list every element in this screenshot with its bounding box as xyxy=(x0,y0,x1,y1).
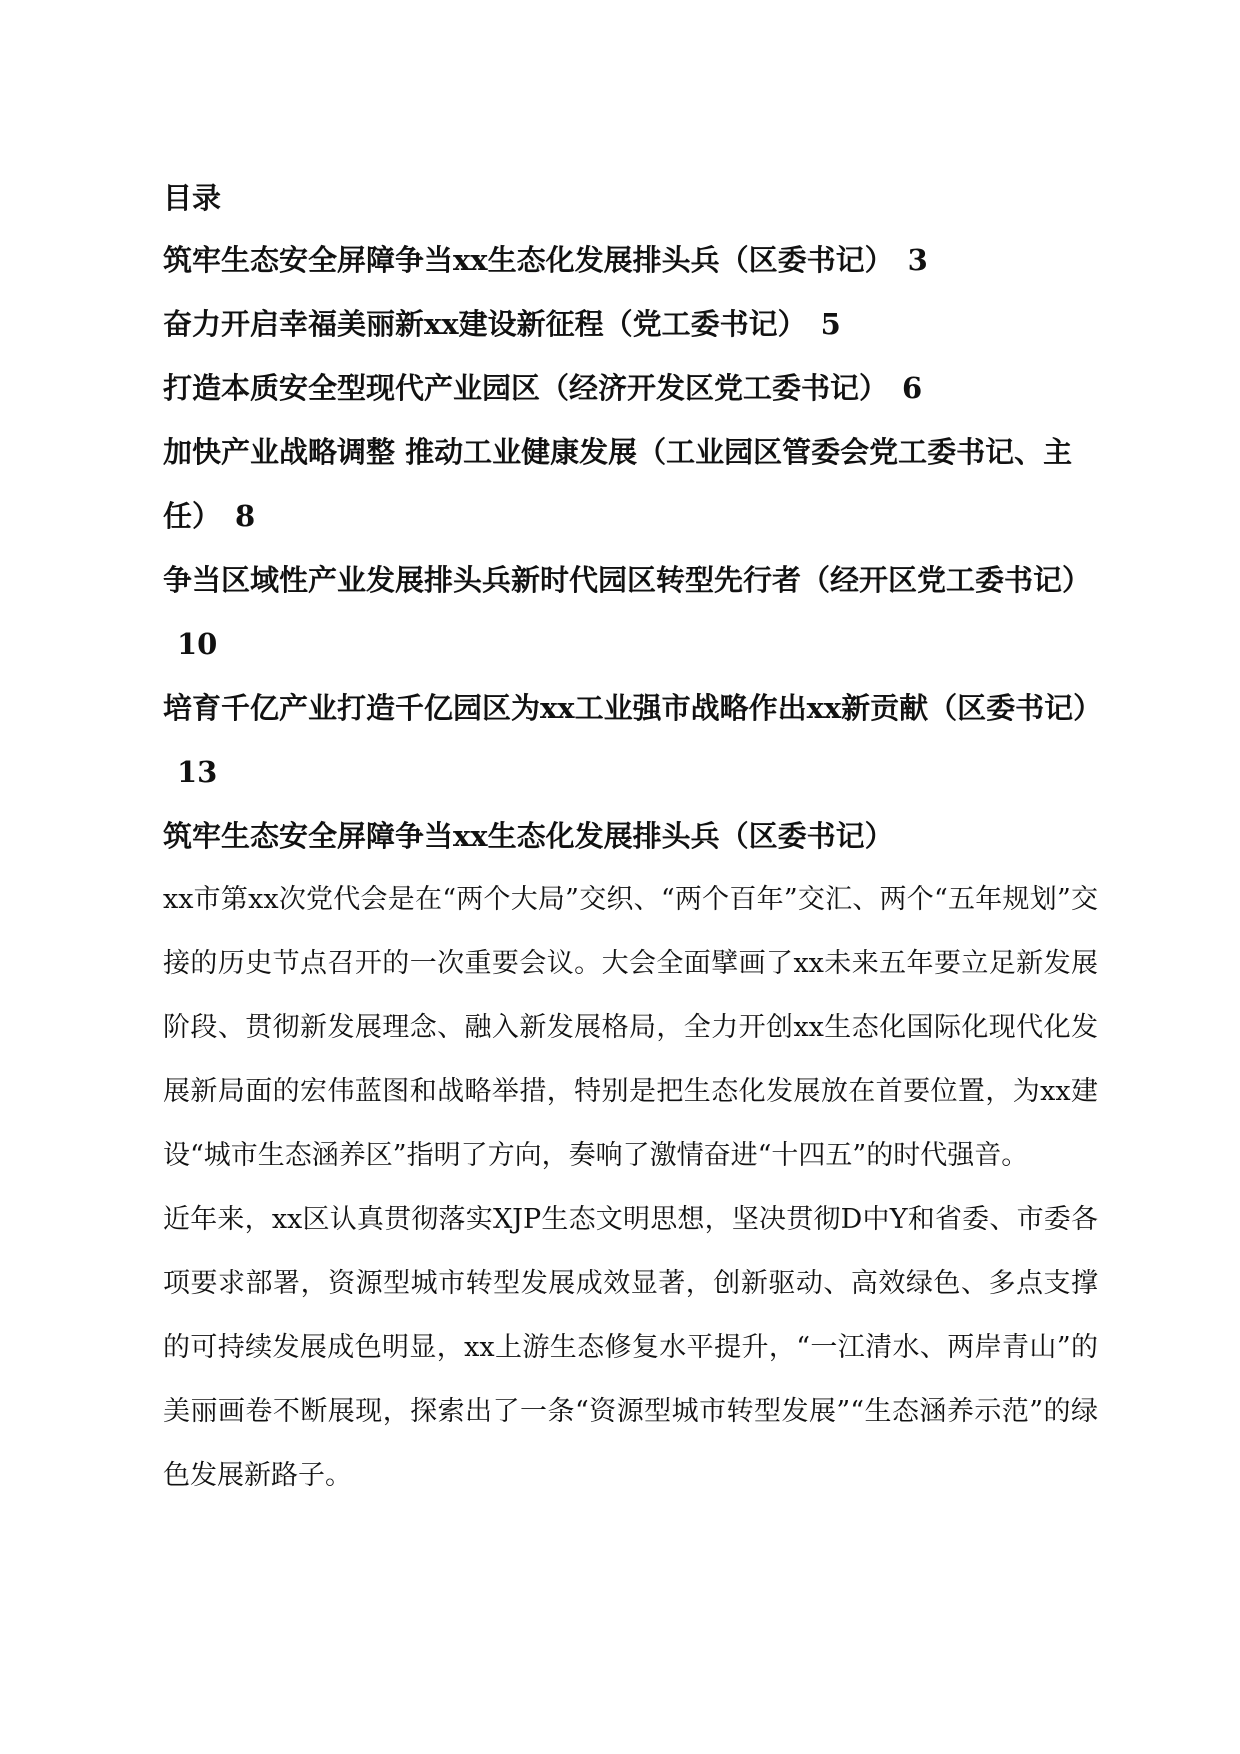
toc-entry[interactable] xyxy=(163,292,1098,356)
toc-entry-text: 筑牢生态安全屏障争当xx生态化发展排头兵（区委书记） xyxy=(163,243,894,277)
toc-entry[interactable] xyxy=(163,228,1098,292)
toc-entry[interactable] xyxy=(163,676,1103,804)
toc-entry-text: 争当区域性产业发展排头兵新时代园区转型先行者（经开区党工委书记） xyxy=(163,563,1092,597)
toc-entry[interactable] xyxy=(163,356,1098,420)
toc-title: 目录 xyxy=(163,181,222,215)
toc-entry-text: 加快产业战略调整 推动工业健康发展（工业园区管委会党工委书记、主任） xyxy=(163,435,1073,533)
toc-entry-page: 10 xyxy=(177,627,218,661)
toc-entry-page: 6 xyxy=(902,371,923,405)
toc-entry-page: 3 xyxy=(907,243,928,277)
article-paragraph: 近年来，xx区认真贯彻落实XJP生态文明思想，坚决贯彻D中Y和省委、市委各项要求部署，资源型城市转型发展成效显著，创新驱动、高效绿色、多点支撑的可持续发展成色明显，xx上游生态修复水平提升，“一江清水、两岸青山”的美丽画卷不断展现，探索出了一条“资源型城市转型发展”“生态涵养示范”的绿色发展新路子。 xyxy=(163,1204,1098,1491)
toc-entry-text: 奋力开启幸福美丽新xx建设新征程（党工委书记） xyxy=(163,307,807,341)
article-title: 筑牢生态安全屏障争当xx生态化发展排头兵（区委书记） xyxy=(163,819,894,853)
toc-entry-text: 培育千亿产业打造千亿园区为xx工业强市战略作出xx新贡献（区委书记） xyxy=(163,691,1103,725)
document-page xyxy=(163,168,1103,1508)
toc-entry-page: 8 xyxy=(235,499,256,533)
toc-entry-page: 13 xyxy=(177,755,218,789)
toc-entry-text: 打造本质安全型现代产业园区（经济开发区党工委书记） xyxy=(163,371,889,405)
toc-entry[interactable] xyxy=(163,548,1098,676)
article-paragraph: xx市第xx次党代会是在“两个大局”交织、“两个百年”交汇、两个“五年规划”交接的历史节点召开的一次重要会议。大会全面擘画了xx未来五年要立足新发展阶段、贯彻新发展理念、融入新发展格局，全力开创xx生态化国际化现代化发展新局面的宏伟蓝图和战略举措，特别是把生态化发展放在首要位置，为xx建设“城市生态涵养区”指明了方向，奏响了激情奋进“十四五”的时代强音。 xyxy=(163,884,1098,1171)
toc-entry[interactable] xyxy=(163,420,1098,548)
toc-entry-page: 5 xyxy=(820,307,841,341)
